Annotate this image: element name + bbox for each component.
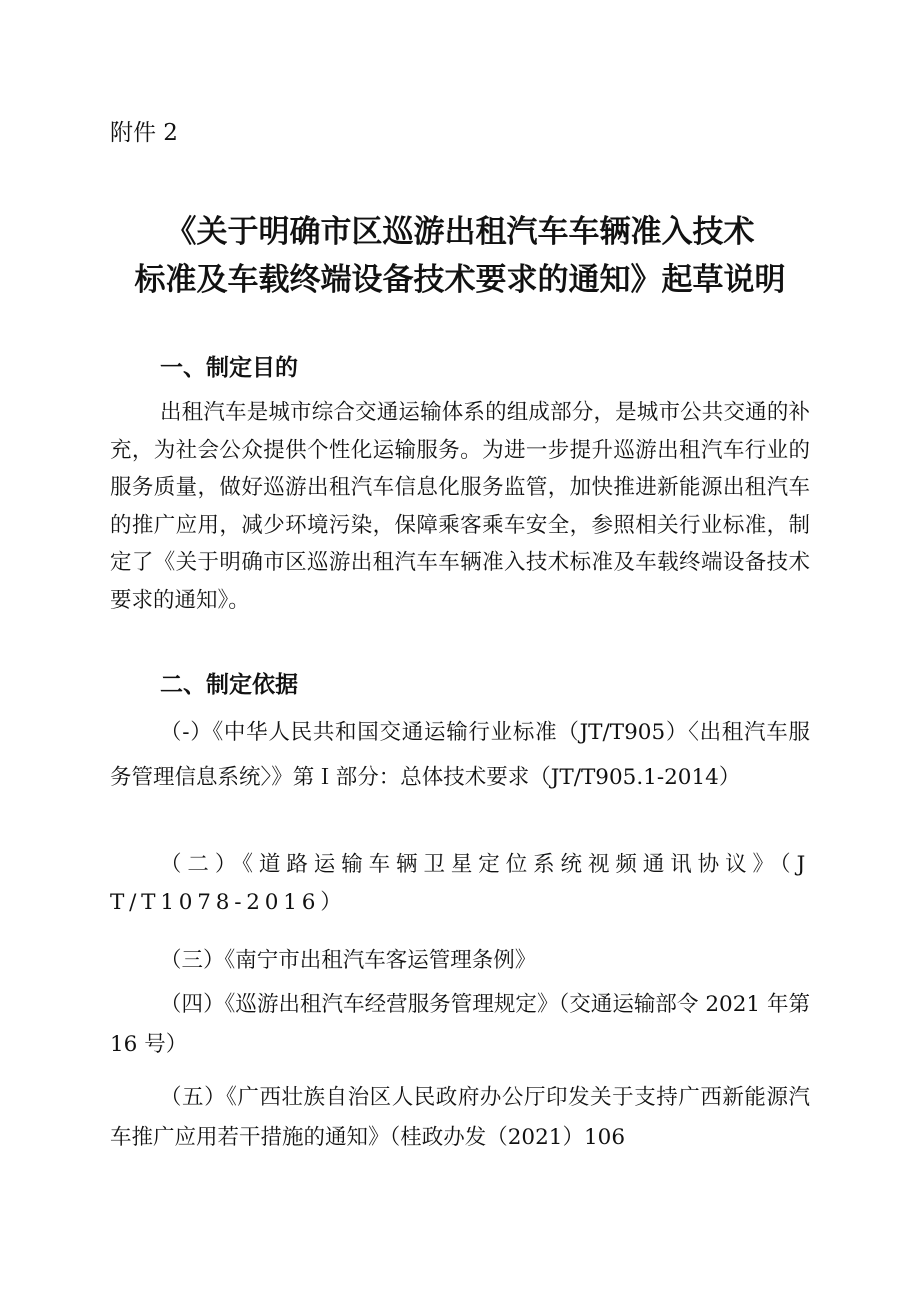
document-title (100, 208, 820, 304)
purpose-paragraph: 出租汽车是城市综合交通运输体系的组成部分，是城市公共交通的补充，为社会公众提供个性化运输服务。为进一步提升巡游出租汽车行业的服务质量，做好巡游出租汽车信息化服务监管，加快推进新能源出租汽车的推广应用，减少环境污染，保障乘客乘车安全，参照相关行业标准，制定了《关于明确市区巡游出租汽车车辆准入技术标准及车载终端设备技术要求的通知》。 (110, 400, 810, 613)
basis-item-4: （四）《巡游出租汽车经营服务管理规定》（交通运输部令 2021 年第 16 号） (110, 992, 810, 1057)
basis-item-3: （三）《南宁市出租汽车客运管理条例》 (160, 948, 537, 973)
basis-item-2: （二）《道路运输车辆卫星定位系统视频通讯协议》（JT/T1078-2016） (110, 852, 810, 915)
basis-item-5: （五）《广西壮族自治区人民政府办公厅印发关于支持广西新能源汽车推广应用若干措施的通知》（桂政办发（2021）106 (110, 1085, 810, 1150)
title-line-2: 标准及车载终端设备技术要求的通知》起草说明 (134, 262, 786, 298)
basis-item-1: （-）《中华人民共和国交通运输行业标准（JT/T905）〈出租汽车服务管理信息系统〉》第Ｉ部分：总体技术要求（JT/T905.1-2014） (110, 720, 810, 790)
section-heading-basis: 二、制定依据 (160, 672, 298, 698)
annex-label: 附件 2 (110, 120, 178, 146)
title-line-1: 《关于明确市区巡游出租汽车车辆准入技术 (165, 214, 755, 250)
section-heading-purpose: 一、制定目的 (160, 355, 298, 381)
